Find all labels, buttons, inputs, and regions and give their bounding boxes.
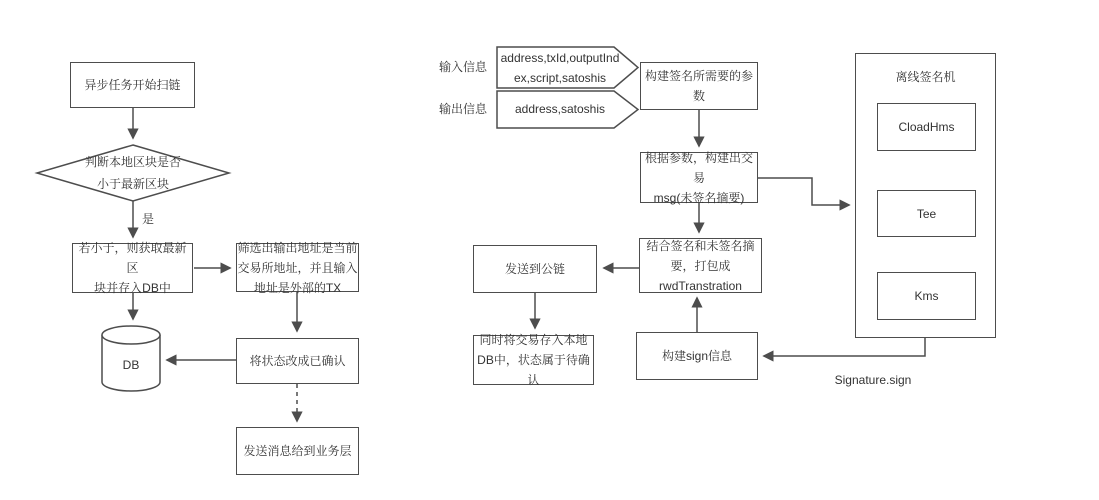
build-sign-node: 构建sign信息 — [636, 332, 758, 380]
input-data-shape — [497, 47, 638, 88]
cloadhms-node: CloadHms — [877, 103, 976, 151]
combine-sign-node: 结合签名和未签名摘 要，打包成 rwdTranstration — [639, 238, 762, 293]
kms-node: Kms — [877, 272, 976, 320]
fetch-latest-block-node: 若小于，则获取最新区 块并存入DB中 — [72, 243, 193, 293]
input-data-text: address,txId,outputInd ex,script,satoshis — [500, 51, 620, 85]
arrow-msg-to-signer — [758, 178, 849, 205]
store-local-db-node: 同时将交易存入本地 DB中，状态属于待确 认 — [473, 335, 594, 385]
arrow-signer-to-buildsign — [764, 338, 925, 356]
output-data-shape — [497, 91, 638, 128]
notify-business-node: 发送消息给到业务层 — [236, 427, 359, 475]
signature-sign-label: Signature.sign — [834, 373, 912, 387]
set-confirmed-node: 将状态改成已确认 — [236, 338, 359, 384]
output-data-text: address,satoshis — [514, 102, 606, 116]
decision-diamond — [37, 145, 229, 201]
async-scan-node: 异步任务开始扫链 — [70, 62, 195, 108]
tee-node: Tee — [877, 190, 976, 237]
yes-label: 是 — [141, 212, 154, 226]
decision-label: 判断本地区块是否 小于最新区块 — [84, 155, 181, 191]
output-info-label: 输出信息 — [438, 102, 487, 116]
offline-signer-title: 离线签名机 — [895, 70, 956, 84]
input-info-label: 输入信息 — [438, 60, 487, 74]
send-public-chain-node: 发送到公链 — [473, 245, 597, 293]
filter-tx-node: 筛选出输出地址是当前 交易所地址，并且输入 地址是外部的TX — [237, 240, 358, 295]
db-label: DB — [122, 358, 140, 372]
build-params-node: 构建签名所需要的参 数 — [640, 62, 758, 110]
db-cylinder — [102, 326, 160, 391]
build-msg-node: 根据参数，构建出交易 msg(未签名摘要) — [640, 152, 758, 203]
